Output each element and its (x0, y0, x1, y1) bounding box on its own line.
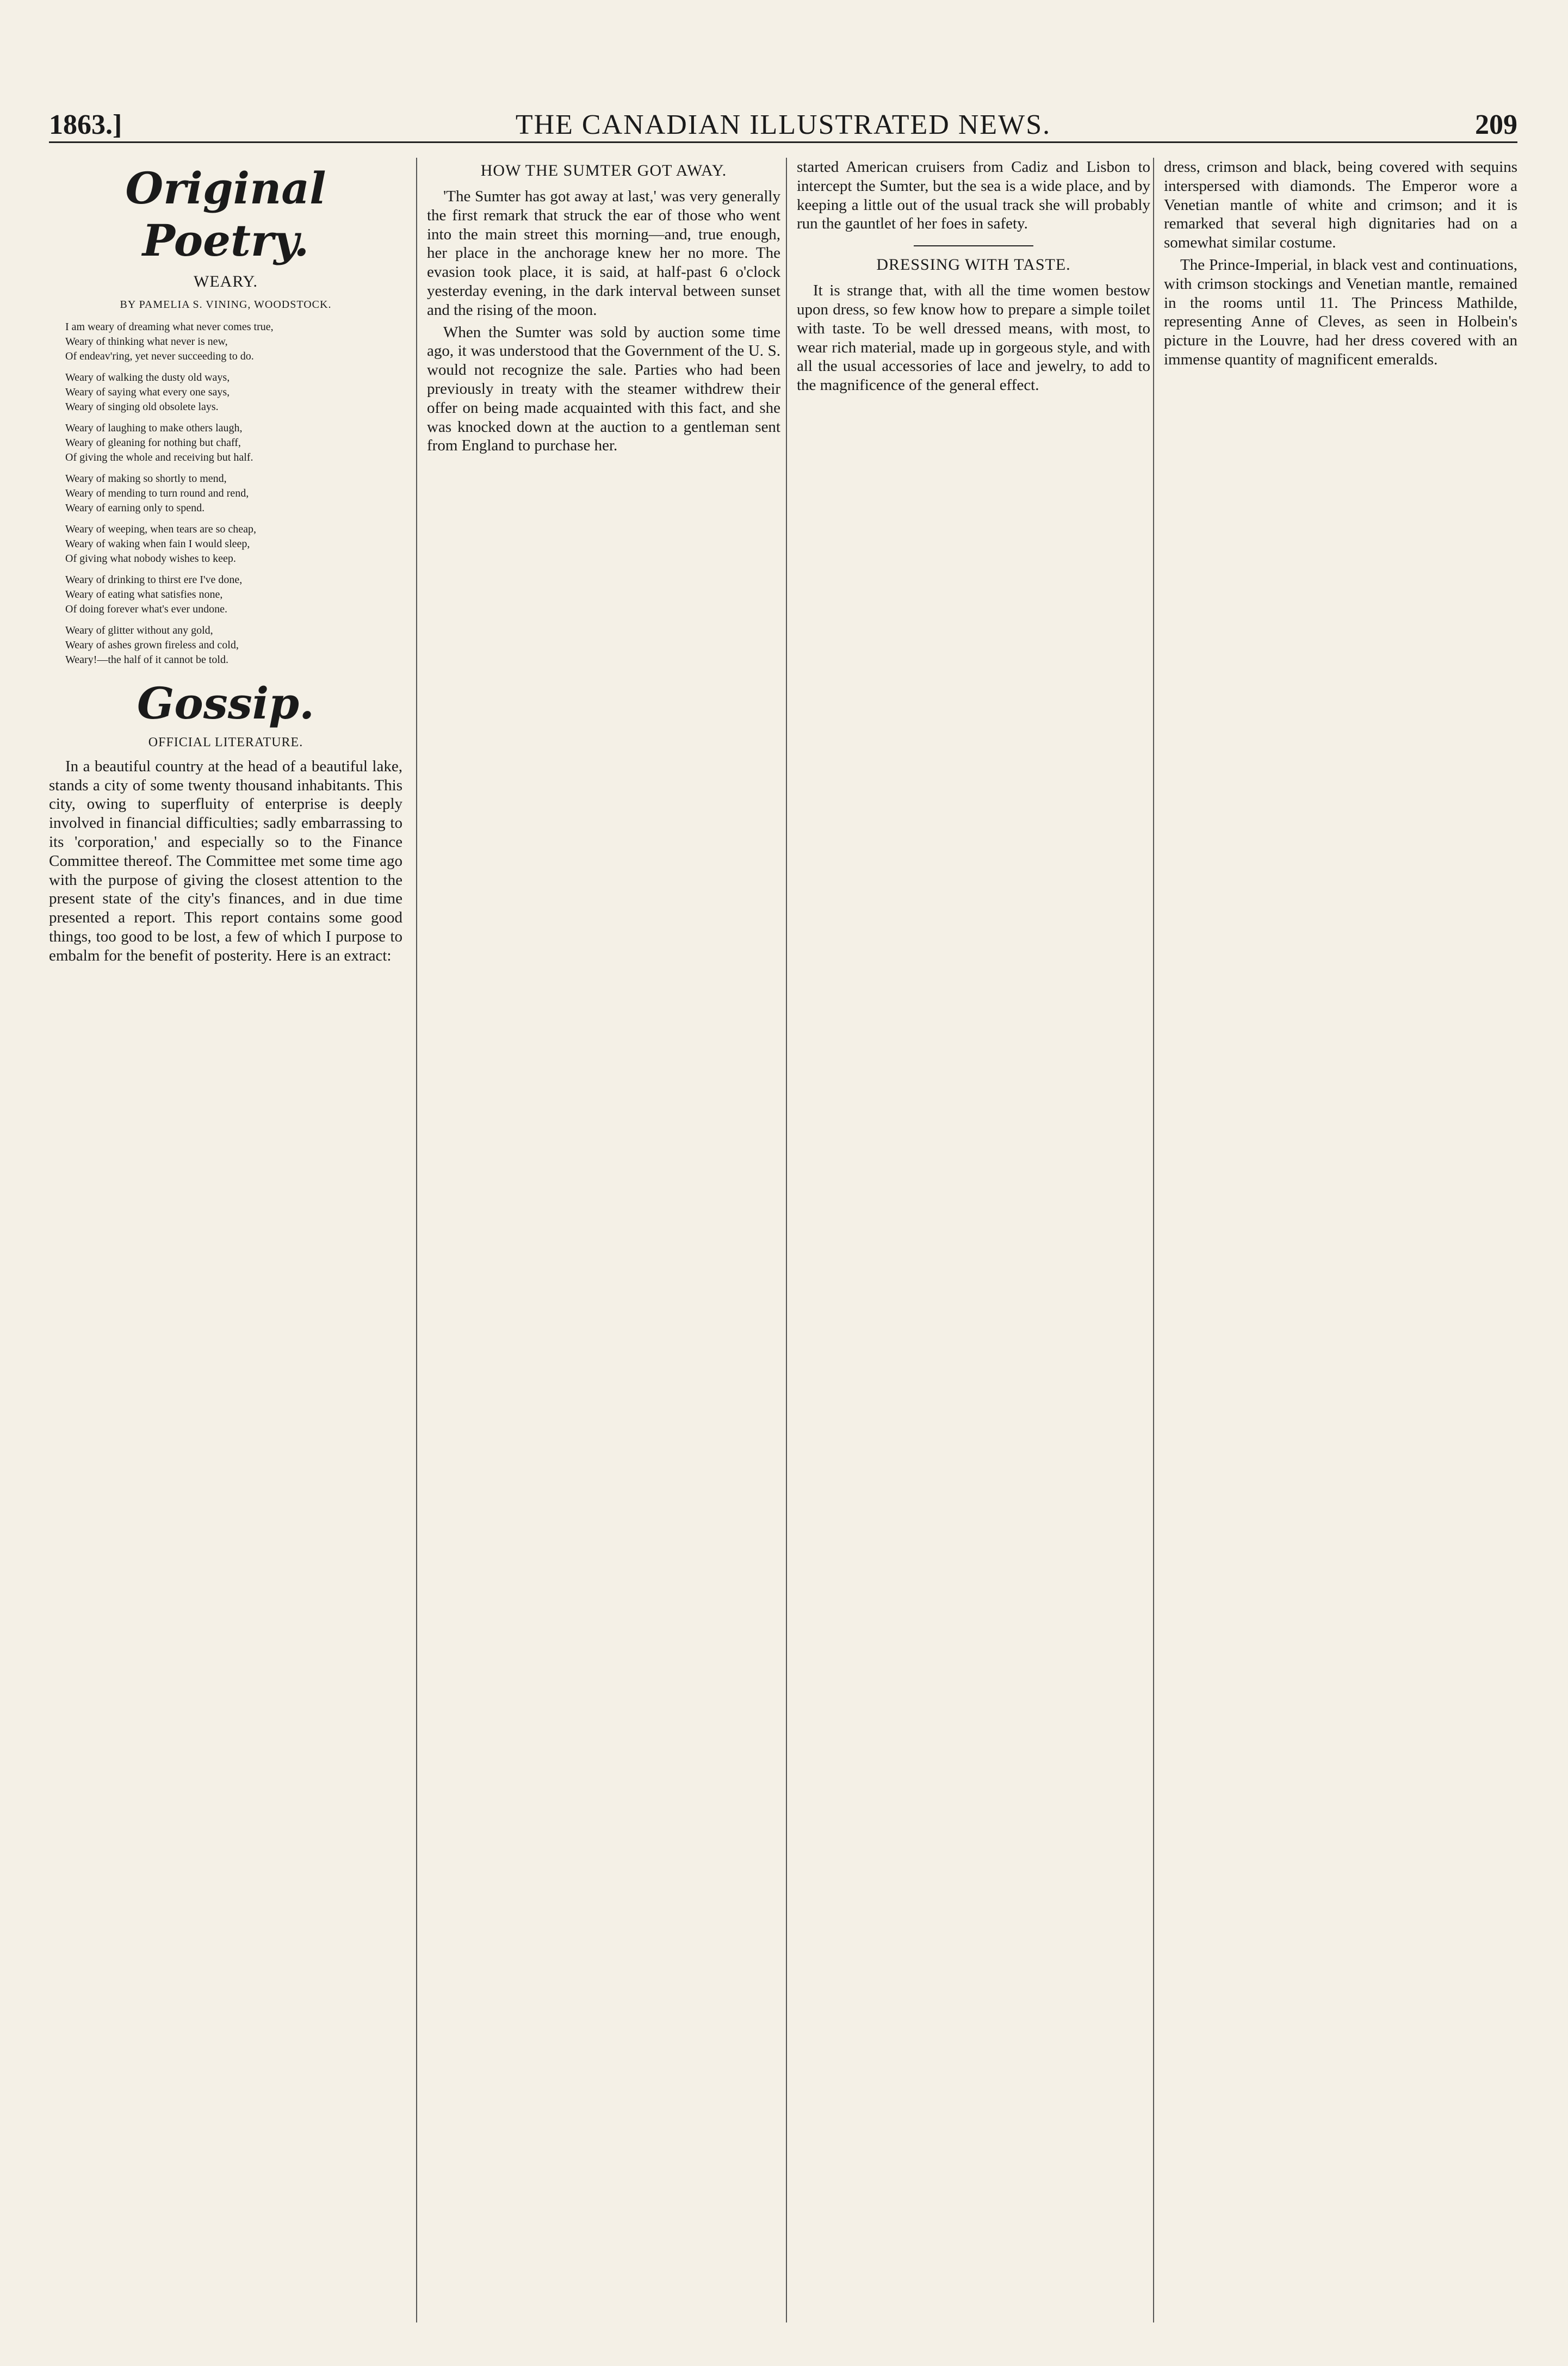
article-paragraph: dress, crimson and black, being covered with sequins interspersed with diamonds. The Emperor wore a Venetian mantle of white and crimson; and it is remarked that several high dignitaries had on a somewhat similar costume. (1164, 158, 1517, 252)
article-paragraph: 'The Sumter has got away at last,' was very generally the first remark that struck the ear of those who went into the main street this morning—and, true enough, her place in the anchorage knew her no more. The evasion took place, it is said, at half-past 6 o'clock yesterday evening, in the dark interval between sunset and the rising of the moon. (427, 188, 780, 319)
poem-line: Weary of waking when fain I would sleep, (65, 538, 250, 550)
page-number: 209 (1475, 109, 1517, 140)
column-divider (786, 158, 787, 2322)
poem-line: Of doing forever what's ever undone. (65, 603, 227, 615)
poem-line: I am weary of dreaming what never comes true, (65, 321, 274, 333)
issue-year: 1863.] (49, 109, 122, 140)
poem-line: Weary of drinking to thirst ere I've done, (65, 574, 243, 586)
section-title: Gossip. (137, 678, 314, 729)
article-paragraph: In a beautiful country at the head of a beautiful lake, stands a city of some twenty thousand inhabitants. This city, owing to superfluity of enterprise is deeply involved in financial difficulties; sadly embarrassing to its 'corporation,' and especially so to the Finance Committee thereof. The Committee met some time ago with the purpose of giving the closest attention to the present state of the city's finances, and in due time presented a report. This report contains some good things, too good to be lost, a few of which I purpose to embalm for the benefit of posterity. Here is an extract: (49, 757, 402, 964)
poem-line: Weary of singing old obsolete lays. (65, 401, 219, 413)
masthead (49, 109, 1517, 143)
poem-line: Of giving the whole and receiving but half. (65, 451, 253, 463)
column-2 (427, 158, 780, 459)
poem-line: Weary of walking the dusty old ways, (65, 371, 230, 383)
column-1 (49, 158, 402, 969)
poem-line: Weary of saying what every one says, (65, 386, 230, 398)
newspaper-title: THE CANADIAN ILLUSTRATED NEWS. (515, 109, 1051, 140)
column-divider (1153, 158, 1154, 2322)
article-paragraph: When the Sumter was sold by auction some time ago, it was understood that the Government of the U. S. would not recognize the sale. Parties who had been previously in treaty with the steamer withdrew their offer on being made acquainted with this fact, and she was knocked down at the auction to a gentleman sent from England to purchase her. (427, 323, 780, 455)
poem-line: Weary!—the half of it cannot be told. (65, 654, 228, 666)
article-head: OFFICIAL LITERATURE. (148, 735, 303, 750)
poem-line: Weary of weeping, when tears are so cheap, (65, 523, 257, 535)
poem-line: Weary of laughing to make others laugh, (65, 422, 243, 434)
poem-line: Of endeav'ring, yet never succeeding to do. (65, 350, 254, 362)
section-divider (914, 245, 1033, 246)
poem-line: Weary of gleaning for nothing but chaff, (65, 437, 241, 449)
article-paragraph: It is strange that, with all the time women bestow upon dress, so few know how to prepare a simple toilet with taste. To be well dressed means, with most, to wear rich material, made up in gorgeous style, and with all the usual accessories of lace and jewelry, to add to the magnificence of the general effect. (797, 282, 1150, 394)
article-paragraph: started American cruisers from Cadiz and Lisbon to intercept the Sumter, but the sea is a wide place, and by keeping a little out of the usual track she will probably run the gauntlet of her foes in safety. (797, 158, 1150, 233)
poem-line: Weary of mending to turn round and rend, (65, 487, 249, 499)
poem-line: Weary of ashes grown fireless and cold, (65, 639, 239, 651)
poem-title: WEARY. (194, 272, 258, 290)
poem-line: Weary of making so shortly to mend, (65, 473, 227, 485)
poem-line: Of giving what nobody wishes to keep. (65, 553, 236, 565)
poem-line: Weary of eating what satisfies none, (65, 589, 223, 600)
column-divider (416, 158, 417, 2322)
column-3 (797, 158, 1150, 398)
section-title: Original Poetry. (125, 163, 326, 266)
article-paragraph: The Prince-Imperial, in black vest and continuations, with crimson stockings and Venetian mantle, remained in the rooms until 11. The Princess Mathilde, representing Anne of Cleves, as seen in Holbein's picture in the Louvre, had her dress covered with an immense quantity of magnificent emeralds. (1164, 256, 1517, 368)
article-head: DRESSING WITH TASTE. (876, 256, 1071, 274)
poem-line: Weary of thinking what never is new, (65, 336, 228, 348)
column-4 (1164, 158, 1517, 373)
poem-line: Weary of glitter without any gold, (65, 624, 213, 636)
article-head: HOW THE SUMTER GOT AWAY. (480, 162, 727, 179)
poem-line: Weary of earning only to spend. (65, 502, 205, 514)
poem-body (65, 320, 402, 667)
poem-byline: BY PAMELIA S. VINING, WOODSTOCK. (120, 299, 332, 311)
